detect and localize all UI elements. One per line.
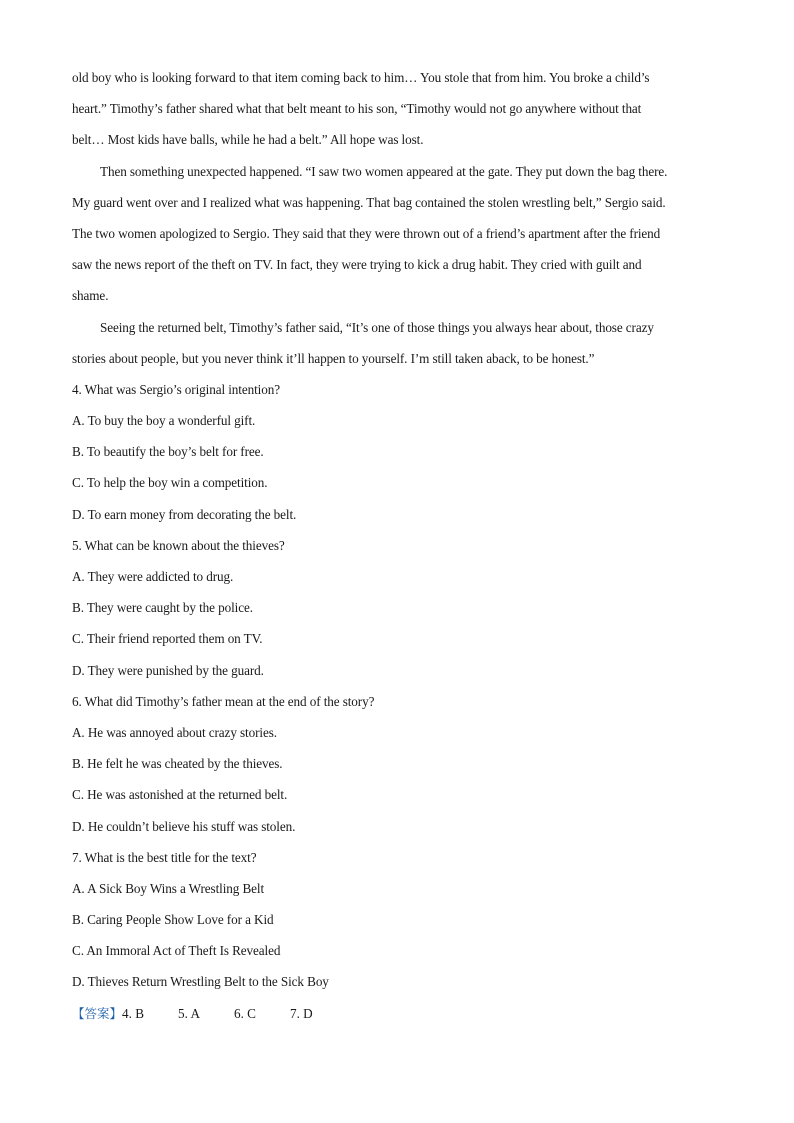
answer-option: D. To earn money from decorating the belt. <box>72 506 297 522</box>
question-stem: 6. What did Timothy’s father mean at the end of the story? <box>72 693 375 709</box>
answer-option: A. To buy the boy a wonderful gift. <box>72 413 256 429</box>
passage-line: stories about people, but you never think it’ll happen to yourself. I’m still taken aback, to be honest.” <box>72 350 595 366</box>
passage-line: My guard went over and I realized what was happening. That bag contained the stolen wrestling belt,” Sergio said. <box>72 194 666 210</box>
answer-key-item: 5. A <box>178 1005 200 1021</box>
passage-line: shame. <box>72 288 109 304</box>
passage-paragraph-1 <box>72 62 722 156</box>
passage-line: heart.” Timothy’s father shared what that belt meant to his son, “Timothy would not go anywhere without that <box>72 101 642 117</box>
answer-option: B. They were caught by the police. <box>72 600 253 616</box>
answer-option: A. He was annoyed about crazy stories. <box>72 724 277 740</box>
question-stem: 5. What can be known about the thieves? <box>72 537 285 553</box>
answer-option: A. They were addicted to drug. <box>72 569 234 584</box>
passage-line: belt… Most kids have balls, while he had a belt.” All hope was lost. <box>72 132 424 148</box>
answer-option: D. They were punished by the guard. <box>72 662 264 678</box>
passage-line: old boy who is looking forward to that item coming back to him… You stole that from him. You broke a child’s <box>72 70 650 85</box>
answer-option: B. To beautify the boy’s belt for free. <box>72 444 264 460</box>
answer-key-item: 7. D <box>289 1005 313 1021</box>
question-7 <box>72 842 722 998</box>
passage-line: The two women apologized to Sergio. They said that they were thrown out of a friend’s apartment after the friend <box>72 225 661 241</box>
answer-key <box>72 998 722 1029</box>
question-stem: 7. What is the best title for the text? <box>72 849 257 865</box>
passage-paragraph-2 <box>72 156 722 312</box>
answer-option: C. Their friend reported them on TV. <box>72 631 263 647</box>
answer-option: A. A Sick Boy Wins a Wrestling Belt <box>72 880 265 896</box>
answer-option: C. He was astonished at the returned belt. <box>72 787 288 803</box>
passage-line: saw the news report of the theft on TV. In fact, they were trying to kick a drug habit. They cried with guilt and <box>72 257 642 273</box>
answer-key-label: 【答案】 <box>72 1005 123 1021</box>
answer-option: B. He felt he was cheated by the thieves. <box>72 756 283 772</box>
passage-line: Then something unexpected happened. “I saw two women appeared at the gate. They put down the bag there. <box>100 163 668 179</box>
answer-option: D. He couldn’t believe his stuff was stolen. <box>72 818 296 834</box>
passage-line: Seeing the returned belt, Timothy’s father said, “It’s one of those things you always hear about, those crazy <box>100 319 654 335</box>
document-page <box>72 62 722 1029</box>
passage-paragraph-3 <box>72 312 722 374</box>
question-6 <box>72 686 722 842</box>
question-5 <box>72 530 722 686</box>
answer-option: B. Caring People Show Love for a Kid <box>72 912 274 928</box>
question-stem: 4. What was Sergio’s original intention? <box>72 381 280 397</box>
question-4 <box>72 374 722 530</box>
answer-key-item: 4. B <box>122 1005 144 1021</box>
answer-option: C. To help the boy win a competition. <box>72 475 268 491</box>
answer-key-item: 6. C <box>233 1005 256 1021</box>
answer-option: C. An Immoral Act of Theft Is Revealed <box>72 943 281 959</box>
answer-option: D. Thieves Return Wrestling Belt to the Sick Boy <box>72 974 329 990</box>
